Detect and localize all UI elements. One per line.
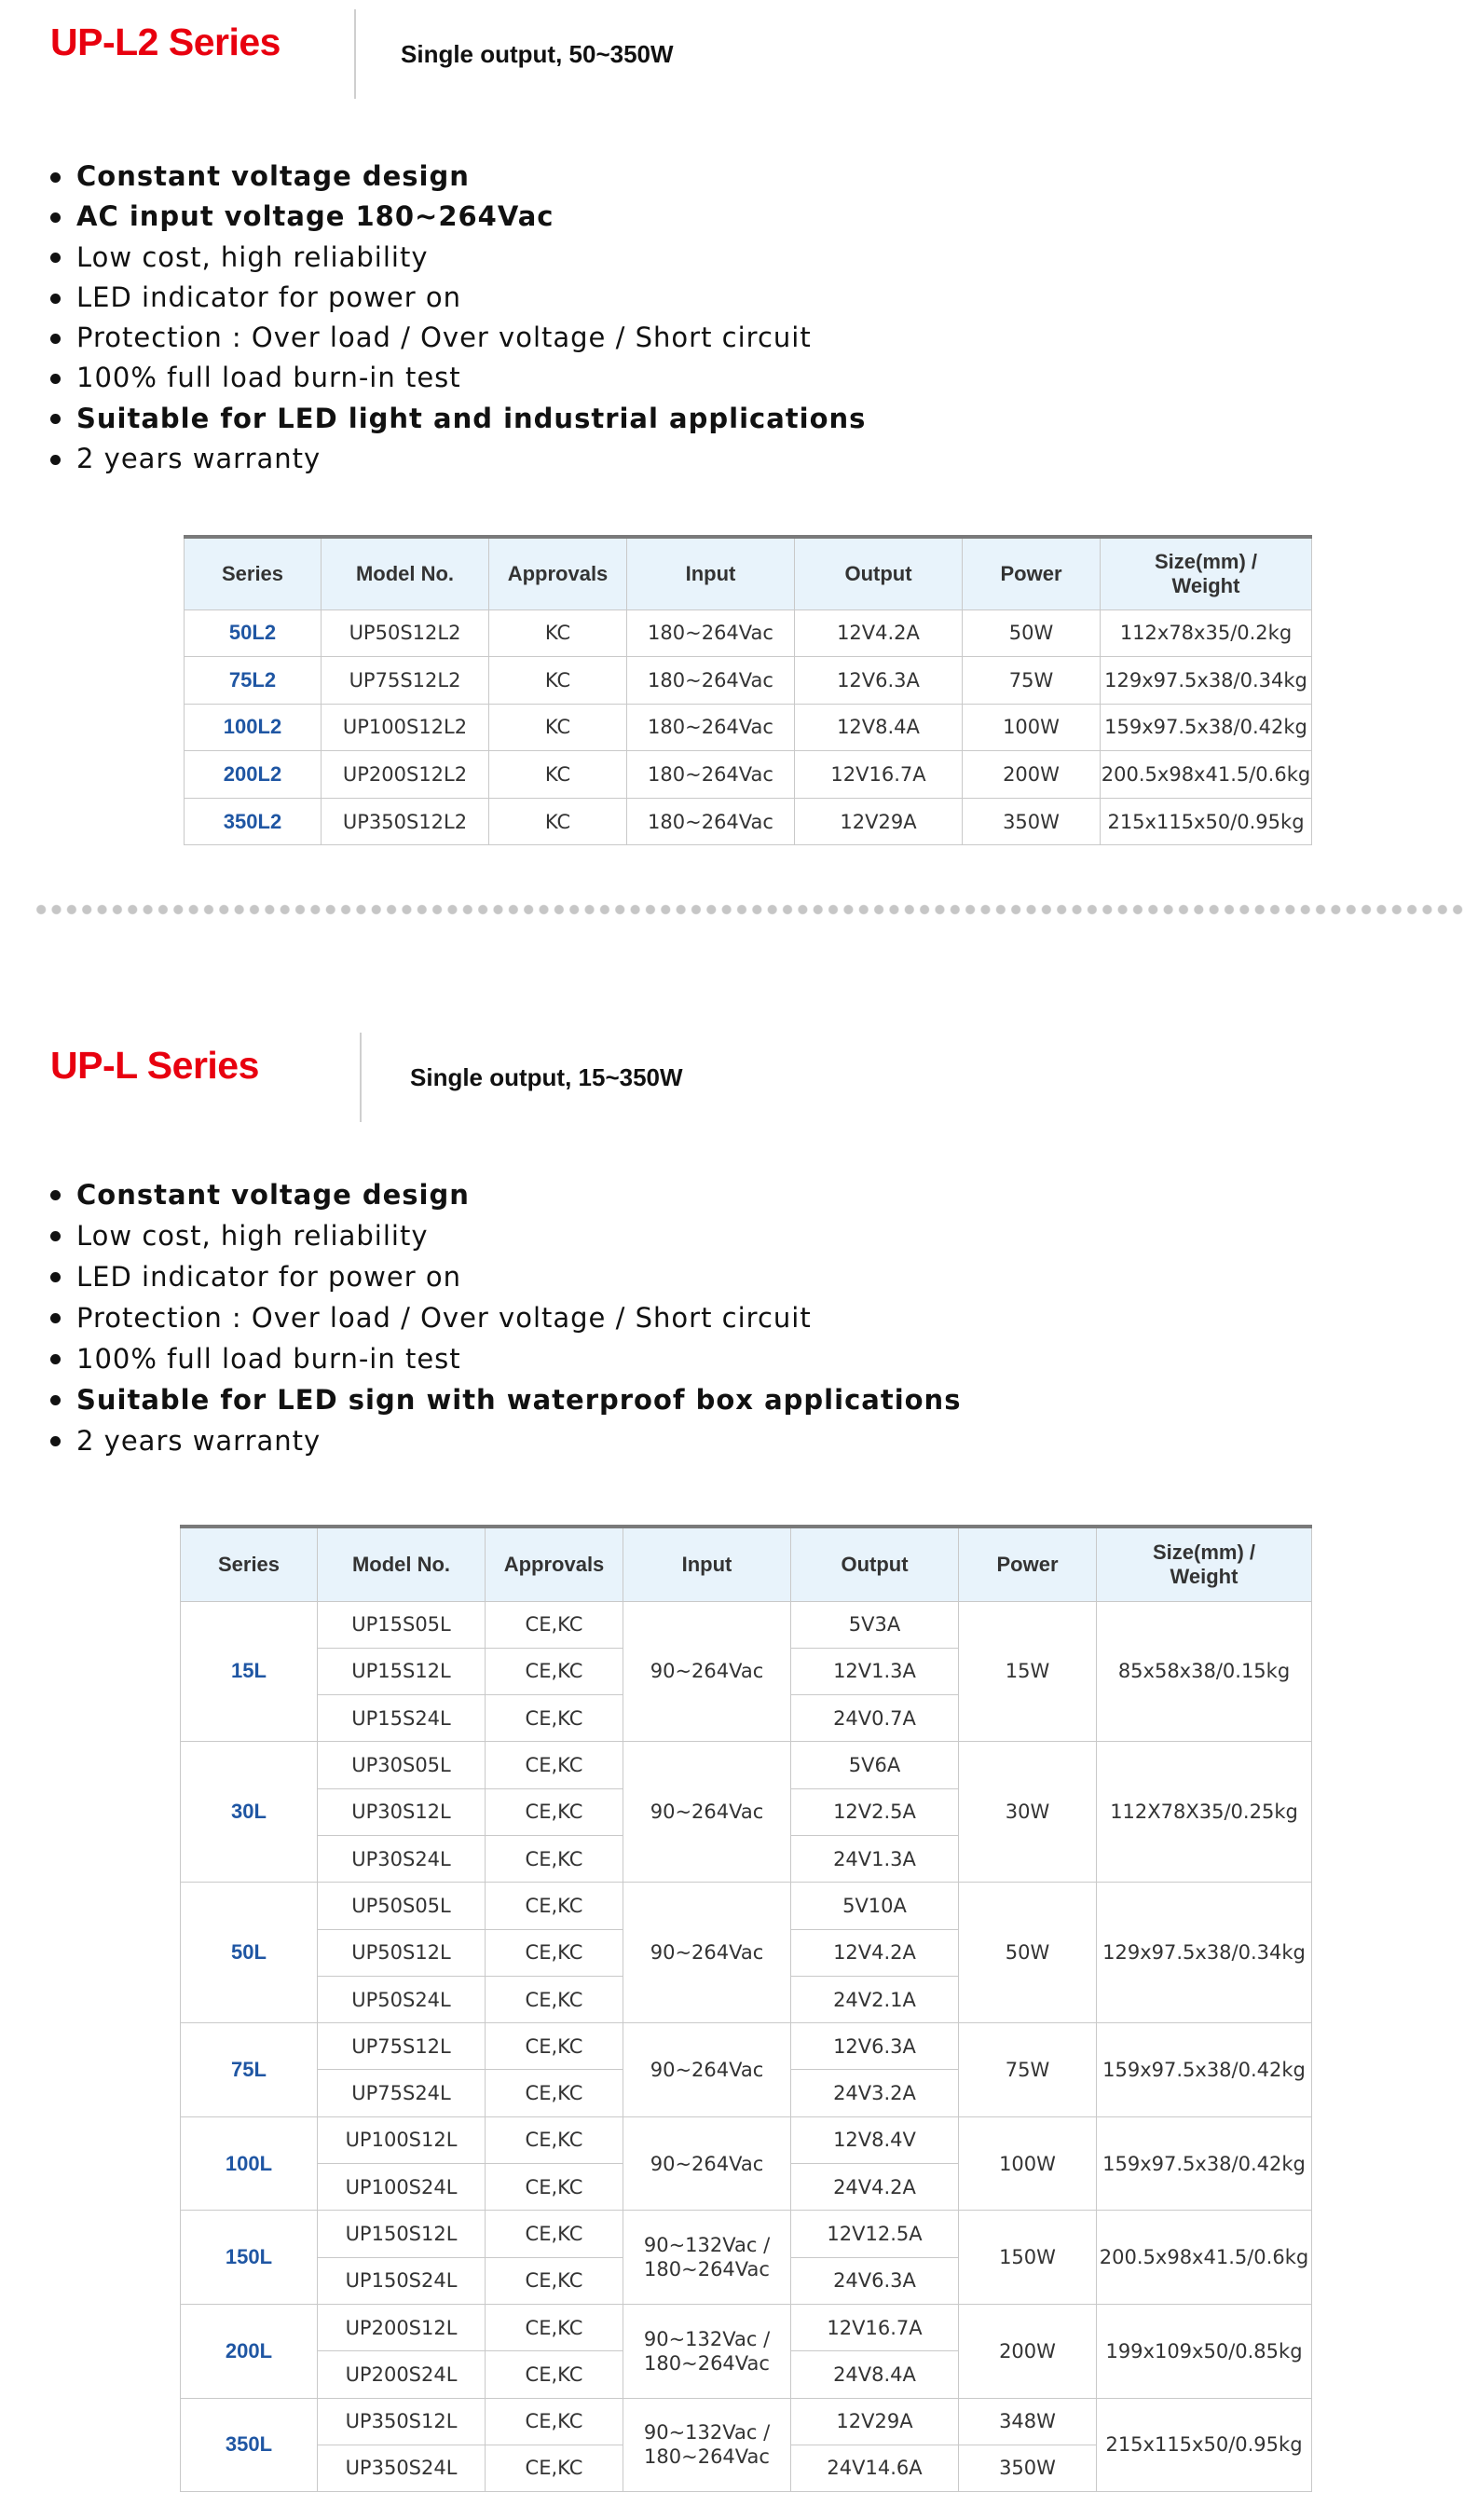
- output-cell: 12V8.4V: [791, 2116, 959, 2163]
- header-series: Series: [181, 1527, 318, 1601]
- header-divider: [354, 9, 356, 99]
- model-cell: UP350S24L: [318, 2445, 486, 2491]
- dotted-divider: [34, 903, 1463, 916]
- power-cell: 75W: [959, 2023, 1097, 2117]
- input-cell: 90~132Vac / 180~264Vac: [623, 2398, 791, 2492]
- input-cell: 180~264Vac: [627, 657, 795, 705]
- output-cell: 24V0.7A: [791, 1695, 959, 1742]
- up-l2-subtitle: Single output, 50~350W: [401, 40, 674, 68]
- model-cell: UP50S12L2: [322, 609, 489, 657]
- size-weight-cell: 129x97.5x38/0.34kg: [1097, 1883, 1312, 2023]
- output-cell: 5V6A: [791, 1742, 959, 1788]
- feature-item: LED indicator for power on: [47, 278, 866, 318]
- output-cell: 12V29A: [795, 798, 963, 845]
- input-cell: 90~132Vac / 180~264Vac: [623, 2304, 791, 2398]
- feature-item: Low cost, high reliability: [47, 238, 866, 278]
- size-weight-cell: 112x78x35/0.2kg: [1101, 609, 1312, 657]
- power-cell: 75W: [963, 657, 1101, 705]
- approvals-cell: CE,KC: [486, 1695, 623, 1742]
- approvals-cell: CE,KC: [486, 2398, 623, 2445]
- table-row: [181, 2116, 1312, 2163]
- feature-item: Constant voltage design: [47, 157, 866, 197]
- power-cell: 348W: [959, 2398, 1097, 2445]
- output-cell: 24V3.2A: [791, 2070, 959, 2116]
- size-weight-cell: 200.5x98x41.5/0.6kg: [1097, 2211, 1312, 2305]
- feature-item: 100% full load burn-in test: [47, 358, 866, 398]
- header-divider: [360, 1033, 362, 1122]
- model-cell: UP75S12L: [318, 2023, 486, 2070]
- table-row: [181, 2023, 1312, 2070]
- table-row: [181, 1601, 1312, 1648]
- feature-item: Low cost, high reliability: [47, 1215, 961, 1256]
- input-cell: 90~264Vac: [623, 1883, 791, 2023]
- feature-item: 2 years warranty: [47, 439, 866, 479]
- up-l2-header: [0, 0, 1478, 103]
- size-weight-cell: 129x97.5x38/0.34kg: [1101, 657, 1312, 705]
- table-row: [181, 2304, 1312, 2350]
- model-cell: UP15S12L: [318, 1648, 486, 1694]
- model-cell: UP350S12L2: [322, 798, 489, 845]
- series-cell: 75L2: [185, 657, 322, 705]
- size-weight-cell: 85x58x38/0.15kg: [1097, 1601, 1312, 1742]
- model-cell: UP150S12L: [318, 2211, 486, 2257]
- series-cell: 350L: [181, 2398, 318, 2492]
- model-cell: UP100S24L: [318, 2164, 486, 2211]
- header-approvals: Approvals: [486, 1527, 623, 1601]
- output-cell: 12V4.2A: [791, 1929, 959, 1976]
- header-output: Output: [795, 537, 963, 609]
- approvals-cell: CE,KC: [486, 1648, 623, 1694]
- approvals-cell: CE,KC: [486, 2023, 623, 2070]
- approvals-cell: CE,KC: [486, 2304, 623, 2350]
- output-cell: 24V2.1A: [791, 1976, 959, 2022]
- up-l-header: [0, 1023, 1478, 1126]
- input-cell: 180~264Vac: [627, 609, 795, 657]
- header-output: Output: [791, 1527, 959, 1601]
- up-l-title: UP-L Series: [50, 1044, 259, 1087]
- output-cell: 24V6.3A: [791, 2257, 959, 2304]
- table-row: [185, 798, 1312, 845]
- up-l2-spec-table: [184, 535, 1312, 845]
- approvals-cell: CE,KC: [486, 1929, 623, 1976]
- model-cell: UP150S24L: [318, 2257, 486, 2304]
- table-row: [185, 751, 1312, 799]
- model-cell: UP15S24L: [318, 1695, 486, 1742]
- output-cell: 24V1.3A: [791, 1835, 959, 1882]
- feature-item: AC input voltage 180~264Vac: [47, 197, 866, 237]
- feature-item: Constant voltage design: [47, 1174, 961, 1215]
- feature-item: Suitable for LED sign with waterproof box applications: [47, 1379, 961, 1420]
- model-cell: UP75S24L: [318, 2070, 486, 2116]
- output-cell: 12V6.3A: [795, 657, 963, 705]
- series-cell: 50L2: [185, 609, 322, 657]
- model-cell: UP200S24L: [318, 2351, 486, 2398]
- output-cell: 12V16.7A: [795, 751, 963, 799]
- series-cell: 15L: [181, 1601, 318, 1742]
- series-cell: 100L: [181, 2116, 318, 2211]
- size-weight-cell: 199x109x50/0.85kg: [1097, 2304, 1312, 2398]
- input-cell: 90~264Vac: [623, 1742, 791, 1883]
- power-cell: 100W: [959, 2116, 1097, 2211]
- size-weight-cell: 159x97.5x38/0.42kg: [1097, 2023, 1312, 2117]
- approvals-cell: CE,KC: [486, 1883, 623, 1929]
- size-weight-cell: 215x115x50/0.95kg: [1097, 2398, 1312, 2492]
- approvals-cell: KC: [489, 751, 627, 799]
- power-cell: 15W: [959, 1601, 1097, 1742]
- series-cell: 200L2: [185, 751, 322, 799]
- approvals-cell: CE,KC: [486, 1835, 623, 1882]
- approvals-cell: CE,KC: [486, 2257, 623, 2304]
- power-cell: 350W: [963, 798, 1101, 845]
- table-header-row: [185, 537, 1312, 609]
- feature-item: Suitable for LED light and industrial applications: [47, 399, 866, 439]
- approvals-cell: CE,KC: [486, 2445, 623, 2491]
- input-cell: 90~264Vac: [623, 1601, 791, 1742]
- power-cell: 30W: [959, 1742, 1097, 1883]
- input-cell: 180~264Vac: [627, 751, 795, 799]
- header-size-weight: Size(mm) / Weight: [1101, 537, 1312, 609]
- series-cell: 200L: [181, 2304, 318, 2398]
- output-cell: 12V1.3A: [791, 1648, 959, 1694]
- size-weight-cell: 159x97.5x38/0.42kg: [1101, 704, 1312, 751]
- model-cell: UP200S12L: [318, 2304, 486, 2350]
- size-weight-cell: 112X78X35/0.25kg: [1097, 1742, 1312, 1883]
- approvals-cell: KC: [489, 798, 627, 845]
- model-cell: UP350S12L: [318, 2398, 486, 2445]
- approvals-cell: CE,KC: [486, 1976, 623, 2022]
- table-row: [185, 609, 1312, 657]
- up-l2-title: UP-L2 Series: [50, 21, 281, 63]
- approvals-cell: CE,KC: [486, 1601, 623, 1648]
- power-cell: 200W: [959, 2304, 1097, 2398]
- header-power: Power: [963, 537, 1101, 609]
- output-cell: 12V6.3A: [791, 2023, 959, 2070]
- model-cell: UP100S12L: [318, 2116, 486, 2163]
- output-cell: 24V14.6A: [791, 2445, 959, 2491]
- output-cell: 12V29A: [791, 2398, 959, 2445]
- table-header-row: [181, 1527, 1312, 1601]
- model-cell: UP50S24L: [318, 1976, 486, 2022]
- model-cell: UP50S05L: [318, 1883, 486, 1929]
- model-cell: UP15S05L: [318, 1601, 486, 1648]
- model-cell: UP30S05L: [318, 1742, 486, 1788]
- approvals-cell: KC: [489, 609, 627, 657]
- output-cell: 24V8.4A: [791, 2351, 959, 2398]
- size-weight-cell: 159x97.5x38/0.42kg: [1097, 2116, 1312, 2211]
- feature-item: LED indicator for power on: [47, 1256, 961, 1297]
- power-cell: 50W: [959, 1883, 1097, 2023]
- input-cell: 90~264Vac: [623, 2023, 791, 2117]
- output-cell: 12V8.4A: [795, 704, 963, 751]
- header-input: Input: [627, 537, 795, 609]
- up-l2-section: [0, 0, 1478, 475]
- output-cell: 5V3A: [791, 1601, 959, 1648]
- approvals-cell: CE,KC: [486, 2211, 623, 2257]
- power-cell: 200W: [963, 751, 1101, 799]
- power-cell: 50W: [963, 609, 1101, 657]
- output-cell: 12V4.2A: [795, 609, 963, 657]
- approvals-cell: CE,KC: [486, 2116, 623, 2163]
- table-row: [181, 1742, 1312, 1788]
- series-cell: 350L2: [185, 798, 322, 845]
- feature-item: Protection : Over load / Over voltage / Short circuit: [47, 1297, 961, 1338]
- table-row: [185, 657, 1312, 705]
- up-l2-feature-list: [47, 157, 866, 479]
- header-approvals: Approvals: [489, 537, 627, 609]
- power-cell: 150W: [959, 2211, 1097, 2305]
- table-row: [181, 2398, 1312, 2445]
- up-l-spec-table: [180, 1525, 1312, 2492]
- power-cell: 350W: [959, 2445, 1097, 2491]
- input-cell: 180~264Vac: [627, 798, 795, 845]
- up-l-feature-list: [47, 1174, 961, 1461]
- model-cell: UP75S12L2: [322, 657, 489, 705]
- model-cell: UP100S12L2: [322, 704, 489, 751]
- approvals-cell: CE,KC: [486, 1788, 623, 1835]
- size-weight-cell: 200.5x98x41.5/0.6kg: [1101, 751, 1312, 799]
- feature-item: Protection : Over load / Over voltage / Short circuit: [47, 318, 866, 358]
- series-cell: 50L: [181, 1883, 318, 2023]
- series-cell: 75L: [181, 2023, 318, 2117]
- output-cell: 12V16.7A: [791, 2304, 959, 2350]
- approvals-cell: KC: [489, 657, 627, 705]
- input-cell: 90~132Vac / 180~264Vac: [623, 2211, 791, 2305]
- output-cell: 24V4.2A: [791, 2164, 959, 2211]
- header-model-no: Model No.: [322, 537, 489, 609]
- approvals-cell: CE,KC: [486, 2070, 623, 2116]
- feature-item: 2 years warranty: [47, 1420, 961, 1461]
- model-cell: UP30S12L: [318, 1788, 486, 1835]
- input-cell: 90~264Vac: [623, 2116, 791, 2211]
- up-l-section: [0, 1023, 1478, 1457]
- header-power: Power: [959, 1527, 1097, 1601]
- table-row: [181, 2211, 1312, 2257]
- output-cell: 12V2.5A: [791, 1788, 959, 1835]
- approvals-cell: CE,KC: [486, 2351, 623, 2398]
- model-cell: UP50S12L: [318, 1929, 486, 1976]
- table-row: [185, 704, 1312, 751]
- series-cell: 30L: [181, 1742, 318, 1883]
- approvals-cell: KC: [489, 704, 627, 751]
- power-cell: 100W: [963, 704, 1101, 751]
- series-cell: 150L: [181, 2211, 318, 2305]
- header-size-weight: Size(mm) / Weight: [1097, 1527, 1312, 1601]
- output-cell: 5V10A: [791, 1883, 959, 1929]
- approvals-cell: CE,KC: [486, 1742, 623, 1788]
- model-cell: UP30S24L: [318, 1835, 486, 1882]
- up-l-subtitle: Single output, 15~350W: [410, 1063, 683, 1091]
- input-cell: 180~264Vac: [627, 704, 795, 751]
- table-row: [181, 1883, 1312, 1929]
- model-cell: UP200S12L2: [322, 751, 489, 799]
- header-model-no: Model No.: [318, 1527, 486, 1601]
- feature-item: 100% full load burn-in test: [47, 1338, 961, 1379]
- header-series: Series: [185, 537, 322, 609]
- size-weight-cell: 215x115x50/0.95kg: [1101, 798, 1312, 845]
- approvals-cell: CE,KC: [486, 2164, 623, 2211]
- header-input: Input: [623, 1527, 791, 1601]
- series-cell: 100L2: [185, 704, 322, 751]
- output-cell: 12V12.5A: [791, 2211, 959, 2257]
